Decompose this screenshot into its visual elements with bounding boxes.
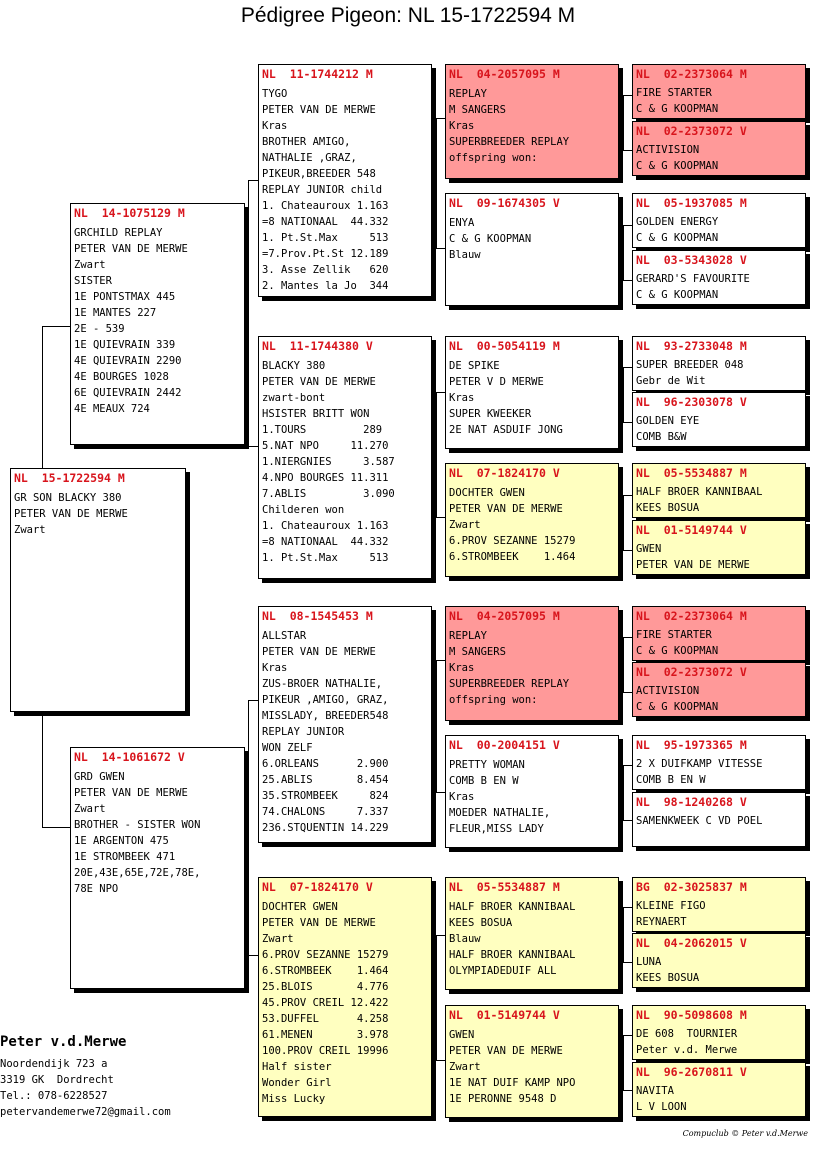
pigeon-info-line: M SANGERS	[449, 104, 506, 116]
sire-sire-sire-card	[445, 64, 619, 179]
pigeon-info-line: COMB B EN W	[636, 773, 706, 786]
great-grandparent-card	[632, 336, 806, 391]
sire-card	[70, 203, 245, 445]
pigeon-info-line: =7.Prov.Pt.St 12.189	[262, 248, 389, 260]
pigeon-name: GOLDEN EYE	[636, 415, 700, 427]
ring-number: NL 04-2057095 M	[449, 609, 560, 623]
pigeon-info-line: 2E NAT ASDUIF JONG	[449, 424, 563, 436]
address-line: 3319 GK Dordrecht	[0, 1074, 114, 1086]
great-grandparent-card	[632, 662, 806, 717]
great-grandparent-card	[632, 735, 806, 790]
connector-line	[42, 326, 43, 468]
pigeon-info-line: 2E - 539	[74, 323, 125, 335]
connector-line	[248, 955, 258, 956]
pigeon-info-line: 61.MENEN 3.978	[262, 1029, 389, 1041]
pigeon-name: 2 X DUIFKAMP VITESSE	[636, 758, 763, 770]
pigeon-info-line: zwart-bont	[262, 392, 326, 404]
pigeon-info-line: 6.ORLEANS 2.900	[262, 758, 389, 770]
pigeon-info-line: C & G KOOPMAN	[636, 102, 719, 115]
connector-line	[623, 1035, 632, 1036]
connector-line	[248, 326, 249, 446]
pigeon-info-line: 1. Chateauroux 1.163	[262, 520, 389, 532]
connector-line	[248, 180, 249, 326]
pigeon-info-line: Childeren won	[262, 504, 345, 516]
great-grandparent-card	[632, 250, 806, 305]
pigeon-info-line: M SANGERS	[449, 646, 506, 658]
pigeon-info-line: Kras	[449, 791, 475, 803]
page-title: Pédigree Pigeon: NL 15-1722594 M	[240, 4, 576, 27]
pigeon-info-line: PETER VAN DE MERWE	[74, 787, 188, 799]
pigeon-info-line: PETER VAN DE MERWE	[262, 376, 376, 388]
dam-sire-card	[258, 606, 432, 843]
ring-number: NL 90-5098608 M	[636, 1008, 747, 1022]
pigeon-info-line: 45.PROV CREIL 12.422	[262, 997, 389, 1009]
pigeon-info-line: 78E NPO	[74, 883, 119, 895]
pigeon-info-line: FLEUR,MISS LADY	[449, 823, 544, 835]
pigeon-info-line: 1E ARGENTON 475	[74, 835, 169, 847]
connector-line	[623, 1035, 624, 1090]
pigeon-name: ENYA	[449, 217, 475, 229]
ring-number: NL 14-1061672 V	[74, 750, 185, 764]
pigeon-info-line: BROTHER AMIGO,	[262, 136, 351, 148]
pigeon-info-line: 1. Pt.St.Max 513	[262, 552, 389, 564]
pigeon-name: TYGO	[262, 88, 288, 100]
pigeon-name: DE SPIKE	[449, 360, 500, 372]
connector-line	[248, 700, 258, 701]
pigeon-info-line: C & G KOOPMAN	[636, 700, 719, 713]
ring-number: NL 02-2373064 M	[636, 67, 747, 81]
pigeon-info-line: =8 NATIONAAL 44.332	[262, 216, 389, 228]
dam-dam-card	[258, 877, 432, 1117]
pigeon-info-line: C & G KOOPMAN	[636, 159, 719, 172]
pigeon-info-line: KEES BOSUA	[636, 971, 700, 984]
pigeon-info-line: 35.STROMBEEK 824	[262, 790, 389, 802]
pigeon-info-line: SUPERBREEDER REPLAY	[449, 678, 570, 690]
connector-line	[623, 367, 624, 422]
ring-number: NL 00-5054119 M	[449, 339, 560, 353]
pigeon-info-line: 1E NAT DUIF KAMP NPO	[449, 1077, 576, 1089]
pigeon-info-line: Zwart	[14, 524, 46, 536]
pigeon-info-line: Kras	[449, 120, 475, 132]
pigeon-info-line: PIKEUR,BREEDER 548	[262, 168, 376, 180]
pigeon-info-line: HSISTER BRITT WON	[262, 408, 370, 420]
pigeon-info-line: Zwart	[262, 933, 294, 945]
ring-number: NL 01-5149744 V	[636, 523, 747, 537]
connector-line	[623, 907, 632, 908]
connector-line	[623, 637, 624, 692]
ring-number: NL 05-1937085 M	[636, 196, 747, 210]
pigeon-info-line: COMB B EN W	[449, 775, 519, 787]
pigeon-info-line: 100.PROV CREIL 19996	[262, 1045, 389, 1057]
ring-number: NL 04-2062015 V	[636, 936, 747, 950]
ring-number: NL 14-1075129 M	[74, 206, 185, 220]
connector-line	[623, 95, 632, 96]
phone-line: Tel.: 078-6228527	[0, 1090, 108, 1102]
connector-line	[436, 118, 437, 248]
connector-line	[436, 392, 437, 517]
ring-number: NL 96-2303078 V	[636, 395, 747, 409]
owner-name: Peter v.d.Merwe	[0, 1034, 127, 1050]
pigeon-name: GRD GWEN	[74, 771, 125, 783]
connector-line	[623, 225, 632, 226]
pigeon-info-line: Blauw	[449, 249, 481, 261]
ring-number: NL 98-1240268 V	[636, 795, 747, 809]
ring-number: NL 02-2373072 V	[636, 124, 747, 138]
ring-number: NL 93-2733048 M	[636, 339, 747, 353]
pigeon-info-line: Half sister	[262, 1061, 332, 1073]
connector-line	[436, 792, 445, 793]
ring-number: NL 03-5343028 V	[636, 253, 747, 267]
pigeon-info-line: 53.DUFFEL 4.258	[262, 1013, 389, 1025]
pigeon-info-line: 3. Asse Zellik 620	[262, 264, 389, 276]
pigeon-info-line: Kras	[449, 392, 475, 404]
ring-number: NL 96-2670811 V	[636, 1065, 747, 1079]
ring-number: NL 02-2373072 V	[636, 665, 747, 679]
pigeon-info-line: C & G KOOPMAN	[636, 231, 719, 244]
ring-number: NL 11-1744380 V	[262, 339, 373, 353]
pigeon-info-line: offspring won:	[449, 694, 538, 706]
pigeon-info-line: 1E PERONNE 9548 D	[449, 1093, 557, 1105]
great-grandparent-card	[632, 933, 806, 988]
pigeon-info-line: ZUS-BROER NATHALIE,	[262, 678, 383, 690]
pigeon-name: BLACKY 380	[262, 360, 326, 372]
pigeon-name: GERARD'S FAVOURITE	[636, 273, 750, 285]
address-line: Noordendijk 723 a	[0, 1058, 108, 1070]
ring-number: NL 11-1744212 M	[262, 67, 373, 81]
pigeon-name: PRETTY WOMAN	[449, 759, 525, 771]
pigeon-info-line: 4E BOURGES 1028	[74, 371, 169, 383]
pigeon-info-line: PIKEUR ,AMIGO, GRAZ,	[262, 694, 389, 706]
connector-line	[436, 517, 445, 518]
pigeon-info-line: =8 NATIONAAL 44.332	[262, 536, 389, 548]
pigeon-name: FIRE STARTER	[636, 629, 712, 641]
pigeon-info-line: 4E QUIEVRAIN 2290	[74, 355, 182, 367]
pigeon-info-line: 236.STQUENTIN 14.229	[262, 822, 389, 834]
dam-dam-sire-card	[445, 877, 619, 990]
connector-line	[623, 280, 632, 281]
connector-line	[623, 550, 632, 551]
great-grandparent-card	[632, 792, 806, 847]
connector-line	[436, 118, 445, 119]
pigeon-info-line: 6.PROV SEZANNE 15279	[449, 535, 576, 547]
pigeon-name: GWEN	[636, 543, 662, 555]
pigeon-name: GWEN	[449, 1029, 475, 1041]
pigeon-info-line: offspring won:	[449, 152, 538, 164]
pigeon-info-line: MISSLADY, BREEDER548	[262, 710, 389, 722]
pigeon-info-line: REYNAERT	[636, 915, 687, 928]
pigeon-info-line: WON ZELF	[262, 742, 313, 754]
great-grandparent-card	[632, 520, 806, 575]
connector-line	[623, 820, 632, 821]
pigeon-name: DOCHTER GWEN	[262, 901, 338, 913]
ring-number: NL 07-1824170 V	[262, 880, 373, 894]
ring-number: NL 05-5534887 M	[636, 466, 747, 480]
pigeon-info-line: C & G KOOPMAN	[449, 233, 532, 245]
pigeon-info-line: Kras	[449, 662, 475, 674]
great-grandparent-card	[632, 392, 806, 447]
connector-line	[436, 660, 445, 661]
connector-line	[623, 367, 632, 368]
pigeon-name: DOCHTER GWEN	[449, 487, 525, 499]
connector-line	[436, 392, 445, 393]
pigeon-info-line: KEES BOSUA	[636, 501, 700, 514]
ring-number: NL 05-5534887 M	[449, 880, 560, 894]
great-grandparent-card	[632, 121, 806, 176]
pigeon-info-line: PETER VAN DE MERWE	[262, 104, 376, 116]
pigeon-info-line: SUPER KWEEKER	[449, 408, 532, 420]
dam-sire-dam-card	[445, 735, 619, 848]
pigeon-info-line: 1. Pt.St.Max 513	[262, 232, 389, 244]
sire-sire-dam-card	[445, 193, 619, 306]
pigeon-info-line: 20E,43E,65E,72E,78E,	[74, 867, 201, 879]
pigeon-info-line: Blauw	[449, 933, 481, 945]
pigeon-info-line: KEES BOSUA	[449, 917, 513, 929]
pigeon-info-line: Zwart	[449, 1061, 481, 1073]
pigeon-name: LUNA	[636, 956, 662, 968]
pigeon-name: REPLAY	[449, 88, 487, 100]
pigeon-info-line: 5.NAT NPO 11.270	[262, 440, 389, 452]
sire-sire-card	[258, 64, 432, 297]
great-grandparent-card	[632, 606, 806, 661]
owner-address-block	[0, 1034, 171, 1120]
connector-line	[436, 248, 445, 249]
pigeon-info-line: Gebr de Wit	[636, 374, 706, 387]
pigeon-name: KLEINE FIGO	[636, 900, 706, 912]
pigeon-name: REPLAY	[449, 630, 487, 642]
pigeon-info-line: PETER V D MERWE	[449, 376, 544, 388]
pigeon-info-line: 1E QUIEVRAIN 339	[74, 339, 176, 351]
pigeon-info-line: COMB B&W	[636, 430, 687, 443]
dam-dam-dam-card	[445, 1005, 619, 1118]
connector-line	[623, 225, 624, 280]
pigeon-name: NAVITA	[636, 1085, 674, 1097]
pigeon-info-line: C & G KOOPMAN	[636, 288, 719, 301]
ring-number: NL 00-2004151 V	[449, 738, 560, 752]
pigeon-info-line: 74.CHALONS 7.337	[262, 806, 389, 818]
connector-line	[623, 495, 632, 496]
connector-line	[248, 180, 258, 181]
connector-line	[436, 935, 437, 1060]
pigeon-name: GOLDEN ENERGY	[636, 216, 719, 228]
pigeon-info-line: 25.ABLIS 8.454	[262, 774, 389, 786]
connector-line	[248, 700, 249, 955]
ring-number: NL 04-2057095 M	[449, 67, 560, 81]
connector-line	[623, 637, 632, 638]
great-grandparent-card	[632, 193, 806, 248]
pigeon-info-line: SUPERBREEDER REPLAY	[449, 136, 570, 148]
connector-line	[623, 962, 632, 963]
pigeon-info-line: 2. Mantes la Jo 344	[262, 280, 389, 292]
connector-line	[623, 1090, 632, 1091]
connector-line	[42, 712, 43, 827]
great-grandparent-card	[632, 1062, 806, 1117]
pigeon-info-line: MOEDER NATHALIE,	[449, 807, 551, 819]
pigeon-info-line: 6.STROMBEEK 1.464	[262, 965, 389, 977]
pigeon-info-line: SISTER	[74, 275, 112, 287]
ring-number: NL 08-1545453 M	[262, 609, 373, 623]
pigeon-info-line: Kras	[262, 120, 288, 132]
pigeon-info-line: PETER VAN DE MERWE	[449, 503, 563, 515]
great-grandparent-card	[632, 463, 806, 518]
ring-number: NL 01-5149744 V	[449, 1008, 560, 1022]
pigeon-info-line: Peter v.d. Merwe	[636, 1043, 738, 1056]
ring-number: NL 07-1824170 V	[449, 466, 560, 480]
pigeon-info-line: 25.BLOIS 4.776	[262, 981, 389, 993]
connector-line	[623, 422, 632, 423]
connector-line	[623, 765, 632, 766]
pigeon-info-line: 1E STROMBEEK 471	[74, 851, 176, 863]
email-line: petervandemerwe72@gmail.com	[0, 1106, 171, 1118]
pigeon-info-line: PETER VAN DE MERWE	[14, 508, 128, 520]
connector-line	[436, 935, 445, 936]
pigeon-info-line: 1E MANTES 227	[74, 307, 157, 319]
pigeon-info-line: 6.STROMBEEK 1.464	[449, 551, 576, 563]
great-grandparent-card	[632, 64, 806, 119]
pigeon-info-line: PETER VAN DE MERWE	[449, 1045, 563, 1057]
pigeon-name: ACTIVISION	[636, 144, 700, 156]
connector-line	[623, 692, 632, 693]
pigeon-info-line: Zwart	[74, 803, 106, 815]
pigeon-info-line: Zwart	[74, 259, 106, 271]
connector-line	[248, 446, 258, 447]
connector-line	[42, 326, 70, 327]
connector-line	[623, 765, 624, 820]
pigeon-info-line: PETER VAN DE MERWE	[636, 558, 750, 571]
pigeon-info-line: 4.NPO BOURGES 11.311	[262, 472, 389, 484]
connector-line	[623, 95, 624, 150]
dam-card	[70, 747, 245, 989]
sire-dam-dam-card	[445, 463, 619, 577]
great-grandparent-card	[632, 1005, 806, 1060]
pigeon-info-line: Kras	[262, 662, 288, 674]
pigeon-info-line: PETER VAN DE MERWE	[74, 243, 188, 255]
pigeon-name: HALF BROER KANNIBAAL	[449, 901, 576, 913]
ring-number: NL 15-1722594 M	[14, 471, 125, 485]
ring-number: NL 95-1973365 M	[636, 738, 747, 752]
pigeon-info-line: Zwart	[449, 519, 481, 531]
pigeon-info-line: REPLAY JUNIOR child	[262, 184, 383, 196]
pigeon-name: ALLSTAR	[262, 630, 307, 642]
pigeon-info-line: Miss Lucky	[262, 1093, 326, 1105]
pigeon-info-line: Wonder Girl	[262, 1077, 332, 1089]
dam-sire-sire-card	[445, 606, 619, 721]
pigeon-info-line: 1.NIERGNIES 3.587	[262, 456, 395, 468]
pigeon-info-line: PETER VAN DE MERWE	[262, 646, 376, 658]
pigeon-name: DE 608 TOURNIER	[636, 1028, 738, 1040]
great-grandparent-card	[632, 877, 806, 932]
pigeon-info-line: 4E MEAUX 724	[74, 403, 150, 415]
pigeon-info-line: HALF BROER KANNIBAAL	[449, 949, 576, 961]
connector-line	[436, 1060, 445, 1061]
connector-line	[623, 150, 632, 151]
connector-line	[436, 660, 437, 792]
ring-number: NL 09-1674305 V	[449, 196, 560, 210]
pigeon-info-line: C & G KOOPMAN	[636, 644, 719, 657]
pigeon-name: GRCHILD REPLAY	[74, 227, 163, 239]
footer-credit: Compuclub © Peter v.d.Merwe	[682, 1129, 808, 1138]
pigeon-info-line: 1E PONTSTMAX 445	[74, 291, 176, 303]
pigeon-name: FIRE STARTER	[636, 87, 712, 99]
ring-number: BG 02-3025837 M	[636, 880, 747, 894]
pigeon-info-line: NATHALIE ,GRAZ,	[262, 152, 357, 164]
subject-pigeon-card	[10, 468, 186, 712]
pigeon-name: GR SON BLACKY 380	[14, 492, 122, 504]
pigeon-info-line: 7.ABLIS 3.090	[262, 488, 395, 500]
pigeon-name: SAMENKWEEK C VD POEL	[636, 815, 763, 827]
pigeon-info-line: 1.TOURS 289	[262, 424, 383, 436]
pigeon-info-line: PETER VAN DE MERWE	[262, 917, 376, 929]
ring-number: NL 02-2373064 M	[636, 609, 747, 623]
pigeon-name: ACTIVISION	[636, 685, 700, 697]
pigeon-info-line: 6E QUIEVRAIN 2442	[74, 387, 182, 399]
pigeon-name: SUPER BREEDER 048	[636, 359, 744, 371]
pigeon-info-line: OLYMPIADEDUIF ALL	[449, 965, 557, 977]
pigeon-info-line: REPLAY JUNIOR	[262, 726, 345, 738]
connector-line	[623, 907, 624, 962]
pigeon-name: HALF BROER KANNIBAAL	[636, 486, 763, 498]
connector-line	[42, 827, 70, 828]
sire-dam-card	[258, 336, 432, 579]
pigeon-info-line: 1. Chateauroux 1.163	[262, 200, 389, 212]
pigeon-info-line: BROTHER - SISTER WON	[74, 819, 201, 831]
sire-dam-sire-card	[445, 336, 619, 449]
pigeon-info-line: 6.PROV SEZANNE 15279	[262, 949, 389, 961]
connector-line	[623, 495, 624, 550]
pigeon-info-line: L V LOON	[636, 1100, 687, 1113]
